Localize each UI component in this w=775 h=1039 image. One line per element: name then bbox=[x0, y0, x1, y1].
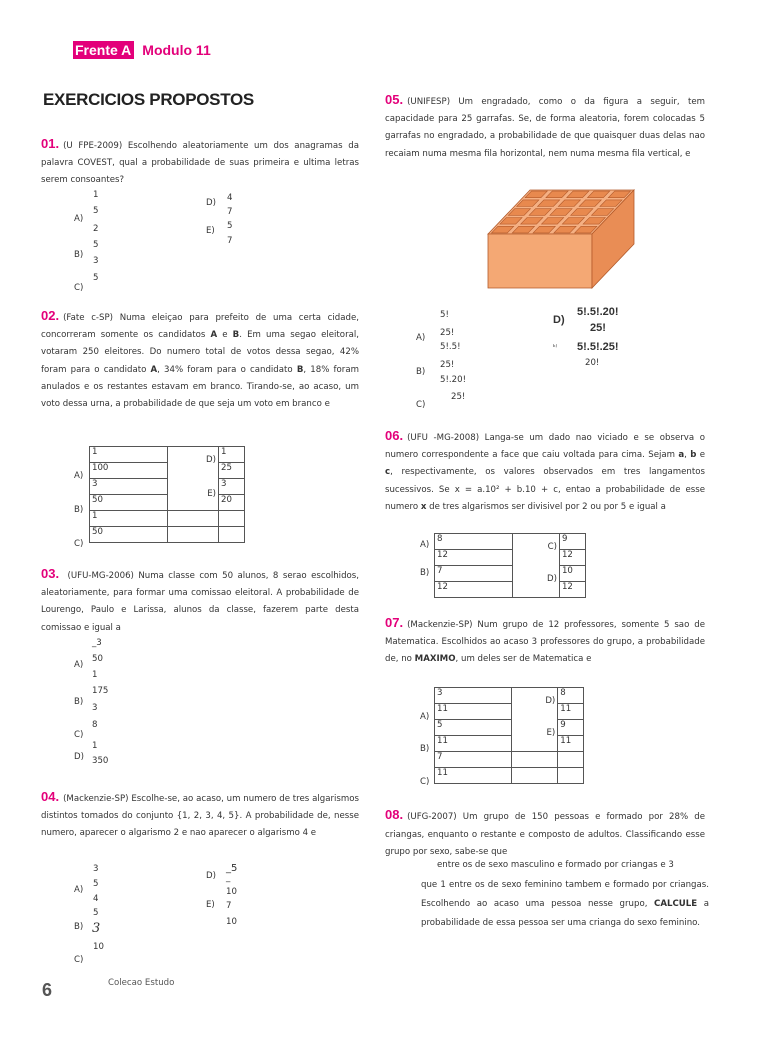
option-e-label: E) bbox=[206, 226, 215, 236]
value: 11 bbox=[435, 768, 512, 784]
value: 1 bbox=[93, 190, 99, 200]
question-text: e bbox=[696, 450, 705, 461]
value: 8 bbox=[92, 720, 98, 730]
value: 11 bbox=[435, 704, 512, 720]
value: _ bbox=[226, 873, 231, 883]
value: 1 bbox=[92, 741, 98, 751]
candidate-a: A bbox=[210, 330, 218, 341]
question-number: 07. bbox=[385, 615, 404, 630]
question-text: (UNIFESP) Um engradado, como o da figura a seguir, tem capacidade para 25 garrafas. Se, de forma aleatoria, forem colocadas 5 garrafas no engradado, a probabilidade de que quaisquer duas delas nao recaiam numa mesma fila horizontal, nem numa mesma fila vertical, e bbox=[385, 97, 705, 159]
front-label: Frente A bbox=[73, 41, 134, 59]
value: 100 bbox=[90, 463, 168, 479]
option-e-denominator: 20! bbox=[585, 358, 600, 368]
candidate-b: B bbox=[296, 364, 304, 375]
value: 25! bbox=[440, 328, 455, 338]
question-number: 01. bbox=[41, 136, 60, 151]
question-text: (Mackenzie-SP) Num grupo de 12 professores, somente 5 sao de Matematica. Escolhidos ao acaso 3 professores do grupo, a probabilidade de, no bbox=[385, 620, 705, 665]
option-e-cell bbox=[168, 479, 219, 511]
value: 7 bbox=[226, 901, 232, 911]
value: 3 bbox=[90, 479, 168, 495]
value: 350 bbox=[92, 756, 109, 766]
option-a-label: A) bbox=[74, 885, 84, 895]
option-b-label: B) bbox=[416, 367, 426, 377]
value: 9 bbox=[559, 534, 585, 550]
var-c: c bbox=[385, 467, 391, 478]
question-04 bbox=[41, 788, 359, 843]
candidate-a: A bbox=[150, 364, 158, 375]
value: 20 bbox=[218, 495, 244, 511]
value: 3 bbox=[92, 703, 98, 713]
question-text: (Mackenzie-SP) Escolhe-se, ao acaso, um numero de tres algarismos distintos tomados do conjunto {1, 2, 3, 4, 5}. A probabilidade de, nesse numero, aparecer o algarismo 2 e nao aparecer o algarismo 4 e bbox=[41, 794, 359, 839]
empty-cell bbox=[512, 752, 558, 768]
value: 50 bbox=[92, 654, 103, 664]
question-08-continued bbox=[421, 876, 709, 933]
question-number: 08. bbox=[385, 807, 404, 822]
question-03 bbox=[41, 565, 359, 637]
option-d-cell bbox=[168, 447, 219, 479]
option-b-label: B) bbox=[74, 922, 84, 932]
empty-cell bbox=[168, 527, 219, 543]
empty-cell bbox=[218, 527, 244, 543]
value: 4 bbox=[227, 193, 233, 203]
value: 5 bbox=[93, 273, 99, 283]
question-text: (U FPE-2009) Escolhendo aleatoriamente um dos anagramas da palavra COVEST, qual a probabilidade de suas primeira e ultima letras serem consoantes? bbox=[41, 141, 359, 186]
question-text: que 1 entre os de sexo feminino tambem e formado por criangas. Escolhendo ao acaso uma pessoa nesse grupo, bbox=[421, 880, 709, 909]
page-header bbox=[73, 41, 211, 59]
value: 12 bbox=[559, 550, 585, 566]
option-c-cell bbox=[513, 534, 560, 566]
option-b-label: B) bbox=[74, 250, 84, 260]
question-text: de tres algarismos ser divisivel por 2 ou por 5 e igual a bbox=[426, 501, 666, 512]
var-b: b bbox=[690, 450, 697, 461]
question-05 bbox=[385, 91, 705, 163]
option-a-label: A) bbox=[74, 660, 84, 670]
option-d-label: D) bbox=[206, 198, 216, 208]
module-title: Modulo 11 bbox=[142, 42, 211, 58]
value: 5!.5! bbox=[440, 342, 461, 352]
var-x: x bbox=[420, 501, 427, 512]
option-b-label: B) bbox=[420, 568, 430, 578]
emphasis-calcule: CALCULE bbox=[654, 899, 698, 909]
var-a: a bbox=[678, 450, 685, 461]
question-text: . Em uma segao eleitoral, votaram 250 eleitores. Do numero total de votos dessa segao, 42% foram para o candidato bbox=[41, 330, 359, 375]
value: 7 bbox=[435, 566, 513, 582]
value: 2 bbox=[93, 224, 99, 234]
option-a-label: A) bbox=[74, 471, 84, 481]
value: 1 bbox=[218, 447, 244, 463]
option-c-label: C) bbox=[74, 283, 84, 293]
question-text: , 34% foram para o candidato bbox=[157, 364, 297, 375]
question-02 bbox=[41, 307, 359, 413]
empty-cell bbox=[218, 511, 244, 527]
q07-options-table bbox=[434, 687, 584, 784]
value: 1 bbox=[90, 447, 168, 463]
question-01 bbox=[41, 135, 359, 190]
value: 11 bbox=[558, 704, 584, 720]
value: 10 bbox=[93, 942, 104, 952]
q02-options-table bbox=[89, 446, 245, 543]
value: 3 bbox=[93, 256, 99, 266]
value: 12 bbox=[435, 550, 513, 566]
value: 25! bbox=[451, 392, 466, 402]
candidate-b: B bbox=[232, 330, 240, 341]
option-d-label: D) bbox=[206, 455, 216, 465]
option-d-cell bbox=[513, 566, 560, 598]
value: 7 bbox=[227, 207, 233, 217]
option-a-label: A) bbox=[416, 333, 426, 343]
question-text: (UFU-MG-2006) Numa classe com 50 alunos, 8 serao escolhidos, aleatoriamente, para formar uma comissao eleitoral. A probabilidade de Lourengo, Paulo e Larissa, alunos da classe, fazerem parte desta comissao e igual a bbox=[41, 571, 359, 633]
question-text: , 18% foram anulados e os restantes estavam em branco. Tirando-se, ao acaso, um voto dessa urna, a probabilidade de que seja um voto em branco e bbox=[41, 364, 359, 410]
value: 3 bbox=[93, 864, 99, 874]
question-text: e bbox=[217, 330, 233, 341]
q06-options-table bbox=[434, 533, 586, 598]
value: 12 bbox=[559, 582, 585, 598]
option-e-cell bbox=[512, 720, 558, 752]
option-a-label: A) bbox=[74, 214, 84, 224]
question-number: 04. bbox=[41, 789, 60, 804]
question-text: a probabilidade de essa pessoa ser uma crianga do sexo feminino. bbox=[421, 899, 709, 928]
question-number: 06. bbox=[385, 428, 404, 443]
question-text: (UFU -MG-2008) Langa-se um dado nao viciado e se observa o numero correspondente a face que caiu voltada para cima. Sejam bbox=[385, 433, 705, 461]
value: 10 bbox=[226, 917, 237, 927]
value: 5 bbox=[93, 879, 99, 889]
value: 7 bbox=[227, 236, 233, 246]
option-b-label: B) bbox=[74, 697, 84, 707]
value: 3 bbox=[218, 479, 244, 495]
question-number: 05. bbox=[385, 92, 404, 107]
option-b-label: B) bbox=[74, 505, 84, 515]
value: 5!.20! bbox=[440, 375, 467, 385]
option-d-label: D) bbox=[546, 573, 557, 584]
value: 9 bbox=[558, 720, 584, 736]
crate-illustration bbox=[484, 188, 638, 290]
value: _5 bbox=[226, 863, 238, 874]
value: 5 bbox=[227, 221, 233, 231]
section-title: EXERCICIOS PROPOSTOS bbox=[43, 90, 254, 109]
collection-name: Colecao Estudo bbox=[108, 978, 175, 988]
emphasis-maximo: MAXIMO bbox=[414, 654, 456, 665]
value: 25 bbox=[218, 463, 244, 479]
option-d-cell bbox=[512, 688, 558, 720]
option-d-label: D) bbox=[74, 752, 84, 762]
option-d-label: D) bbox=[553, 314, 565, 326]
value: 8 bbox=[558, 688, 584, 704]
option-e-label: E) bbox=[207, 488, 216, 499]
option-c-label: C) bbox=[547, 542, 557, 552]
option-b-label: B) bbox=[420, 744, 430, 754]
option-c-label: C) bbox=[420, 777, 430, 787]
value: 1 bbox=[92, 670, 98, 680]
value: 4 bbox=[93, 894, 99, 904]
question-06 bbox=[385, 427, 705, 516]
question-07 bbox=[385, 614, 705, 669]
empty-cell bbox=[512, 768, 558, 784]
value: 25! bbox=[440, 360, 455, 370]
value: 50 bbox=[90, 495, 168, 511]
option-c-label: C) bbox=[416, 400, 426, 410]
value: 5 bbox=[93, 240, 99, 250]
option-e-label: E) bbox=[546, 727, 556, 738]
empty-cell bbox=[558, 752, 584, 768]
question-text: , um deles ser de Matematica e bbox=[455, 654, 592, 665]
option-a-label: A) bbox=[420, 712, 430, 722]
value: 1 bbox=[90, 511, 168, 527]
value: 8 bbox=[435, 534, 513, 550]
empty-cell bbox=[168, 511, 219, 527]
option-d-numerator: 5!.5!.20! bbox=[577, 306, 619, 318]
question-text: , bbox=[684, 450, 691, 461]
option-d-label: D) bbox=[545, 696, 556, 706]
option-a-label: A) bbox=[420, 540, 430, 550]
empty-cell bbox=[558, 768, 584, 784]
question-08 bbox=[385, 806, 705, 862]
option-c-label: C) bbox=[74, 730, 84, 740]
value: 5 bbox=[93, 908, 99, 918]
value: 11 bbox=[435, 736, 512, 752]
value: 10 bbox=[559, 566, 585, 582]
value: 5! bbox=[440, 310, 449, 320]
question-text: (UFG-2007) Um grupo de 150 pessoas e formado por 28% de criangas, enquanto o restante e composto de adultos. Classificando esse grupo por sexo, sabe-se que bbox=[385, 812, 705, 857]
option-e-numerator: 5!.5!.25! bbox=[577, 341, 619, 353]
value: 175 bbox=[92, 686, 109, 696]
value: 5 bbox=[93, 206, 99, 216]
value: 10 bbox=[226, 887, 237, 897]
option-e-label: E) bbox=[553, 344, 558, 348]
value: 5 bbox=[435, 720, 512, 736]
question-number: 02. bbox=[41, 308, 60, 323]
question-text: (Fate c-SP) Numa eleiçao para prefeito de uma certa cidade, concorreram somente os candidatos bbox=[41, 313, 359, 341]
option-e-label: E) bbox=[206, 900, 215, 910]
value: 12 bbox=[435, 582, 513, 598]
value: _3 bbox=[92, 638, 102, 648]
value: 7 bbox=[435, 752, 512, 768]
question-text: entre os de sexo masculino e formado por criangas e 3 bbox=[437, 860, 674, 870]
value: 50 bbox=[90, 527, 168, 543]
question-number: 03. bbox=[41, 566, 60, 581]
value: 3 bbox=[92, 921, 101, 936]
value: 11 bbox=[558, 736, 584, 752]
option-d-denominator: 25! bbox=[590, 322, 606, 334]
option-c-label: C) bbox=[74, 539, 84, 549]
option-d-label: D) bbox=[206, 871, 216, 881]
question-text: , respectivamente, os valores observados em tres langamentos sucessivos. Se x = a.10² + b.10 + c, entao a probabilidade de esse numero bbox=[385, 467, 705, 512]
option-c-label: C) bbox=[74, 955, 84, 965]
value: 3 bbox=[435, 688, 512, 704]
page-number: 6 bbox=[42, 980, 53, 1000]
